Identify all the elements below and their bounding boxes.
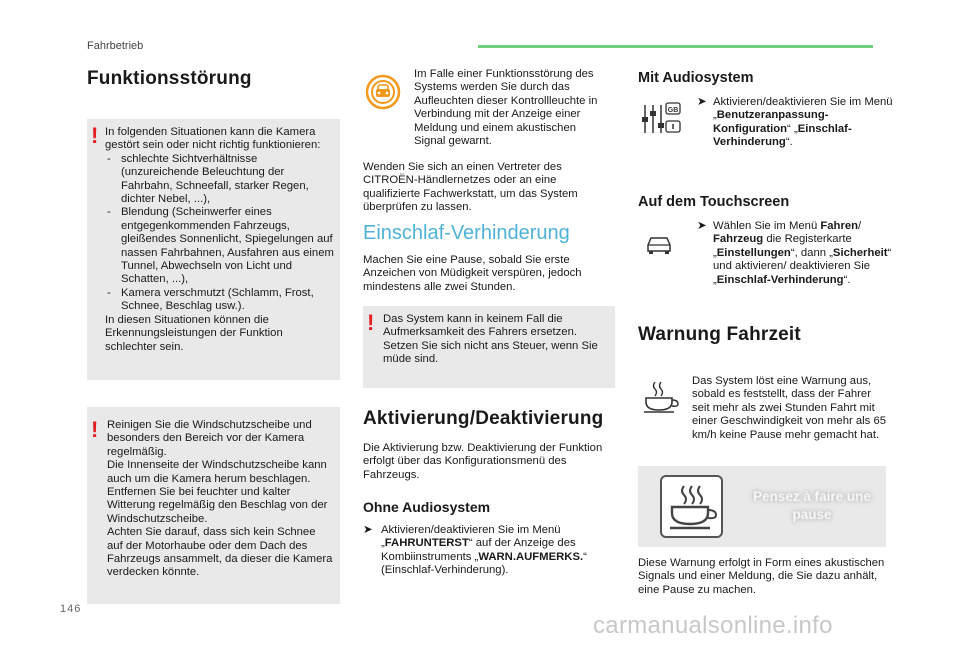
title-touchscreen: Auf dem Touchscreen	[638, 194, 790, 210]
car-icon	[645, 233, 673, 255]
warning-text: Das System kann in keinem Fall die Aufmerksamkeit des Fahrers ersetzen. Setzen Sie sich nicht ans Steuer, wenn Sie müde sind.	[383, 313, 598, 366]
section-label: Fahrbetrieb	[87, 40, 144, 52]
warning-list	[105, 153, 337, 314]
text-fragment: “.	[843, 273, 851, 286]
display-coffee-icon	[660, 475, 723, 538]
gb-label: GB	[667, 107, 679, 114]
menu-option: WARN.AUFMERKS.	[478, 550, 584, 563]
display-message: Pensez à faire une pause	[753, 489, 871, 522]
text-fragment: “ (Einschlaf-Verhinderung).	[381, 550, 587, 577]
menu-option: Einschlaf-Verhinderung	[713, 122, 852, 149]
drowsiness-warning-lamp-icon	[365, 74, 401, 110]
final-text: Diese Warnung erfolgt in Form eines akustischen Signals und einer Meldung, die Sie dazu anhält, eine Pause zu machen.	[638, 557, 885, 596]
warning-icon: !	[367, 310, 375, 335]
title-mit-audiosystem: Mit Audiosystem	[638, 70, 754, 86]
arrow-icon: ➤	[697, 220, 707, 232]
text-fragment: “.	[785, 136, 793, 149]
lamp-description: Im Falle einer Funktionsstörung des Systems werden Sie durch das Aufleuchten dieser Kontrollleuchte in Verbindung mit der Anzeige einer Meldung und einem akustischen Signal gewarnt.	[414, 68, 598, 148]
warnung-text: Das System löst eine Warnung aus, sobald es feststellt, dass der Fahrer seit mehr als zwei Stunden Fahrt mit einer Geschwindigkeit von mehr als 65 km/h keine Pause mehr gemacht hat.	[692, 375, 887, 441]
tab-name: Einstellungen	[716, 246, 791, 259]
page-number: 146	[60, 603, 82, 615]
title-aktivierung: Aktivierung/Deaktivierung	[363, 408, 604, 429]
aktivierung-text: Die Aktivierung bzw. Deaktivierung der Funktion erfolgt über das Konfigurationsmenü des Fahrzeugs.	[363, 442, 603, 481]
warning-text: Reinigen Sie die Windschutzscheibe und besonders den Bereich vor der Kamera regelmäßig. Die Innenseite der Windschutzscheibe kann auch um die Kamera herum beschlagen. Entfernen Sie bei feuchter und kalter Witterung regelmäßig den Beschlag von der Windschutzscheibe. Achten Sie darauf, dass sich kein Schnee auf der Motorhaube oder dem Dach des Fahrzeugs ansammelt, da dieser die Kamera verdecken könnte.	[107, 419, 333, 579]
title-einschlaf-verhinderung: Einschlaf-Verhinderung	[363, 222, 570, 244]
ohne-instruction	[363, 524, 621, 578]
text-fragment: Aktivieren/deaktivieren Sie im Menü „	[381, 524, 561, 550]
list-item: - Kamera verschmutzt (Schlamm, Frost, Schnee, Beschlag usw.).	[105, 287, 337, 314]
display-panel	[638, 466, 886, 547]
audio-settings-icon	[641, 101, 681, 137]
watermark: carmanualsonline.info	[593, 612, 833, 639]
menu-name: Fahrzeug	[713, 233, 764, 246]
warning-outro: In diesen Situationen können die Erkennungsleistungen der Funktion schlechter sein.	[105, 313, 283, 353]
text-fragment: Wählen Sie im Menü	[713, 220, 821, 232]
warning-icon: !	[91, 417, 99, 442]
menu-option: Einschlaf-Verhinderung	[716, 273, 844, 286]
text-fragment: Aktivieren/deaktivieren Sie im Menü „	[713, 96, 893, 122]
warning-box-attention	[363, 306, 615, 388]
text-fragment: “ „	[787, 122, 798, 135]
warning-box-windscreen	[87, 407, 340, 604]
text-fragment: /	[858, 220, 862, 232]
text-fragment: “ auf der Anzeige des Kombiinstruments „	[381, 537, 576, 563]
einschlaf-text: Machen Sie eine Pause, sobald Sie erste Anzeichen von Müdigkeit verspüren, jedoch mindestens alle zwei Stunden.	[363, 254, 582, 293]
dealer-text: Wenden Sie sich an einen Vertreter des CITROËN-Händlernetzes oder an eine qualifizierte Fachwerkstatt, um das System überprüfen zu lassen.	[363, 161, 578, 214]
warning-icon: !	[91, 123, 99, 148]
menu-name: FAHRUNTERST	[384, 537, 469, 550]
title-funktionsstoerung: Funktionsstörung	[87, 68, 252, 89]
title-ohne-audiosystem: Ohne Audiosystem	[363, 499, 491, 515]
list-item: - schlechte Sichtverhältnisse (unzureichende Beleuchtung der Fahrbahn, Schneefall, starker Regen, dichter Nebel, ...),	[105, 153, 337, 207]
warning-intro: In folgenden Situationen kann die Kamera gestört sein oder nicht richtig funktionieren:	[105, 126, 321, 152]
text-fragment: “, dann „	[790, 246, 833, 259]
list-item: - Blendung (Scheinwerfer eines entgegenkommenden Fahrzeugs, gleißendes Sonnenlicht, Spiegelungen auf nassen Fahrbahnen, Ausfahren aus einem Tunnel, Abwechseln von Licht und Schatten, ...),	[105, 206, 337, 286]
mit-instruction	[697, 96, 893, 150]
title-warnung-fahrzeit: Warnung Fahrzeit	[638, 324, 801, 345]
arrow-icon: ➤	[363, 524, 373, 536]
coffee-cup-icon	[641, 380, 681, 414]
arrow-icon: ➤	[697, 96, 707, 108]
menu-option: Sicherheit	[832, 246, 888, 259]
warning-box-camera	[87, 119, 340, 380]
menu-name: Benutzeranpassung-Konfiguration	[713, 109, 829, 135]
text-fragment: “ und aktivieren/ deaktivieren Sie „	[713, 246, 892, 286]
menu-name: Fahren	[820, 220, 859, 232]
section-accent-bar	[478, 45, 873, 48]
text-fragment: die Registerkarte „	[713, 233, 852, 259]
touch-instruction	[697, 220, 893, 287]
